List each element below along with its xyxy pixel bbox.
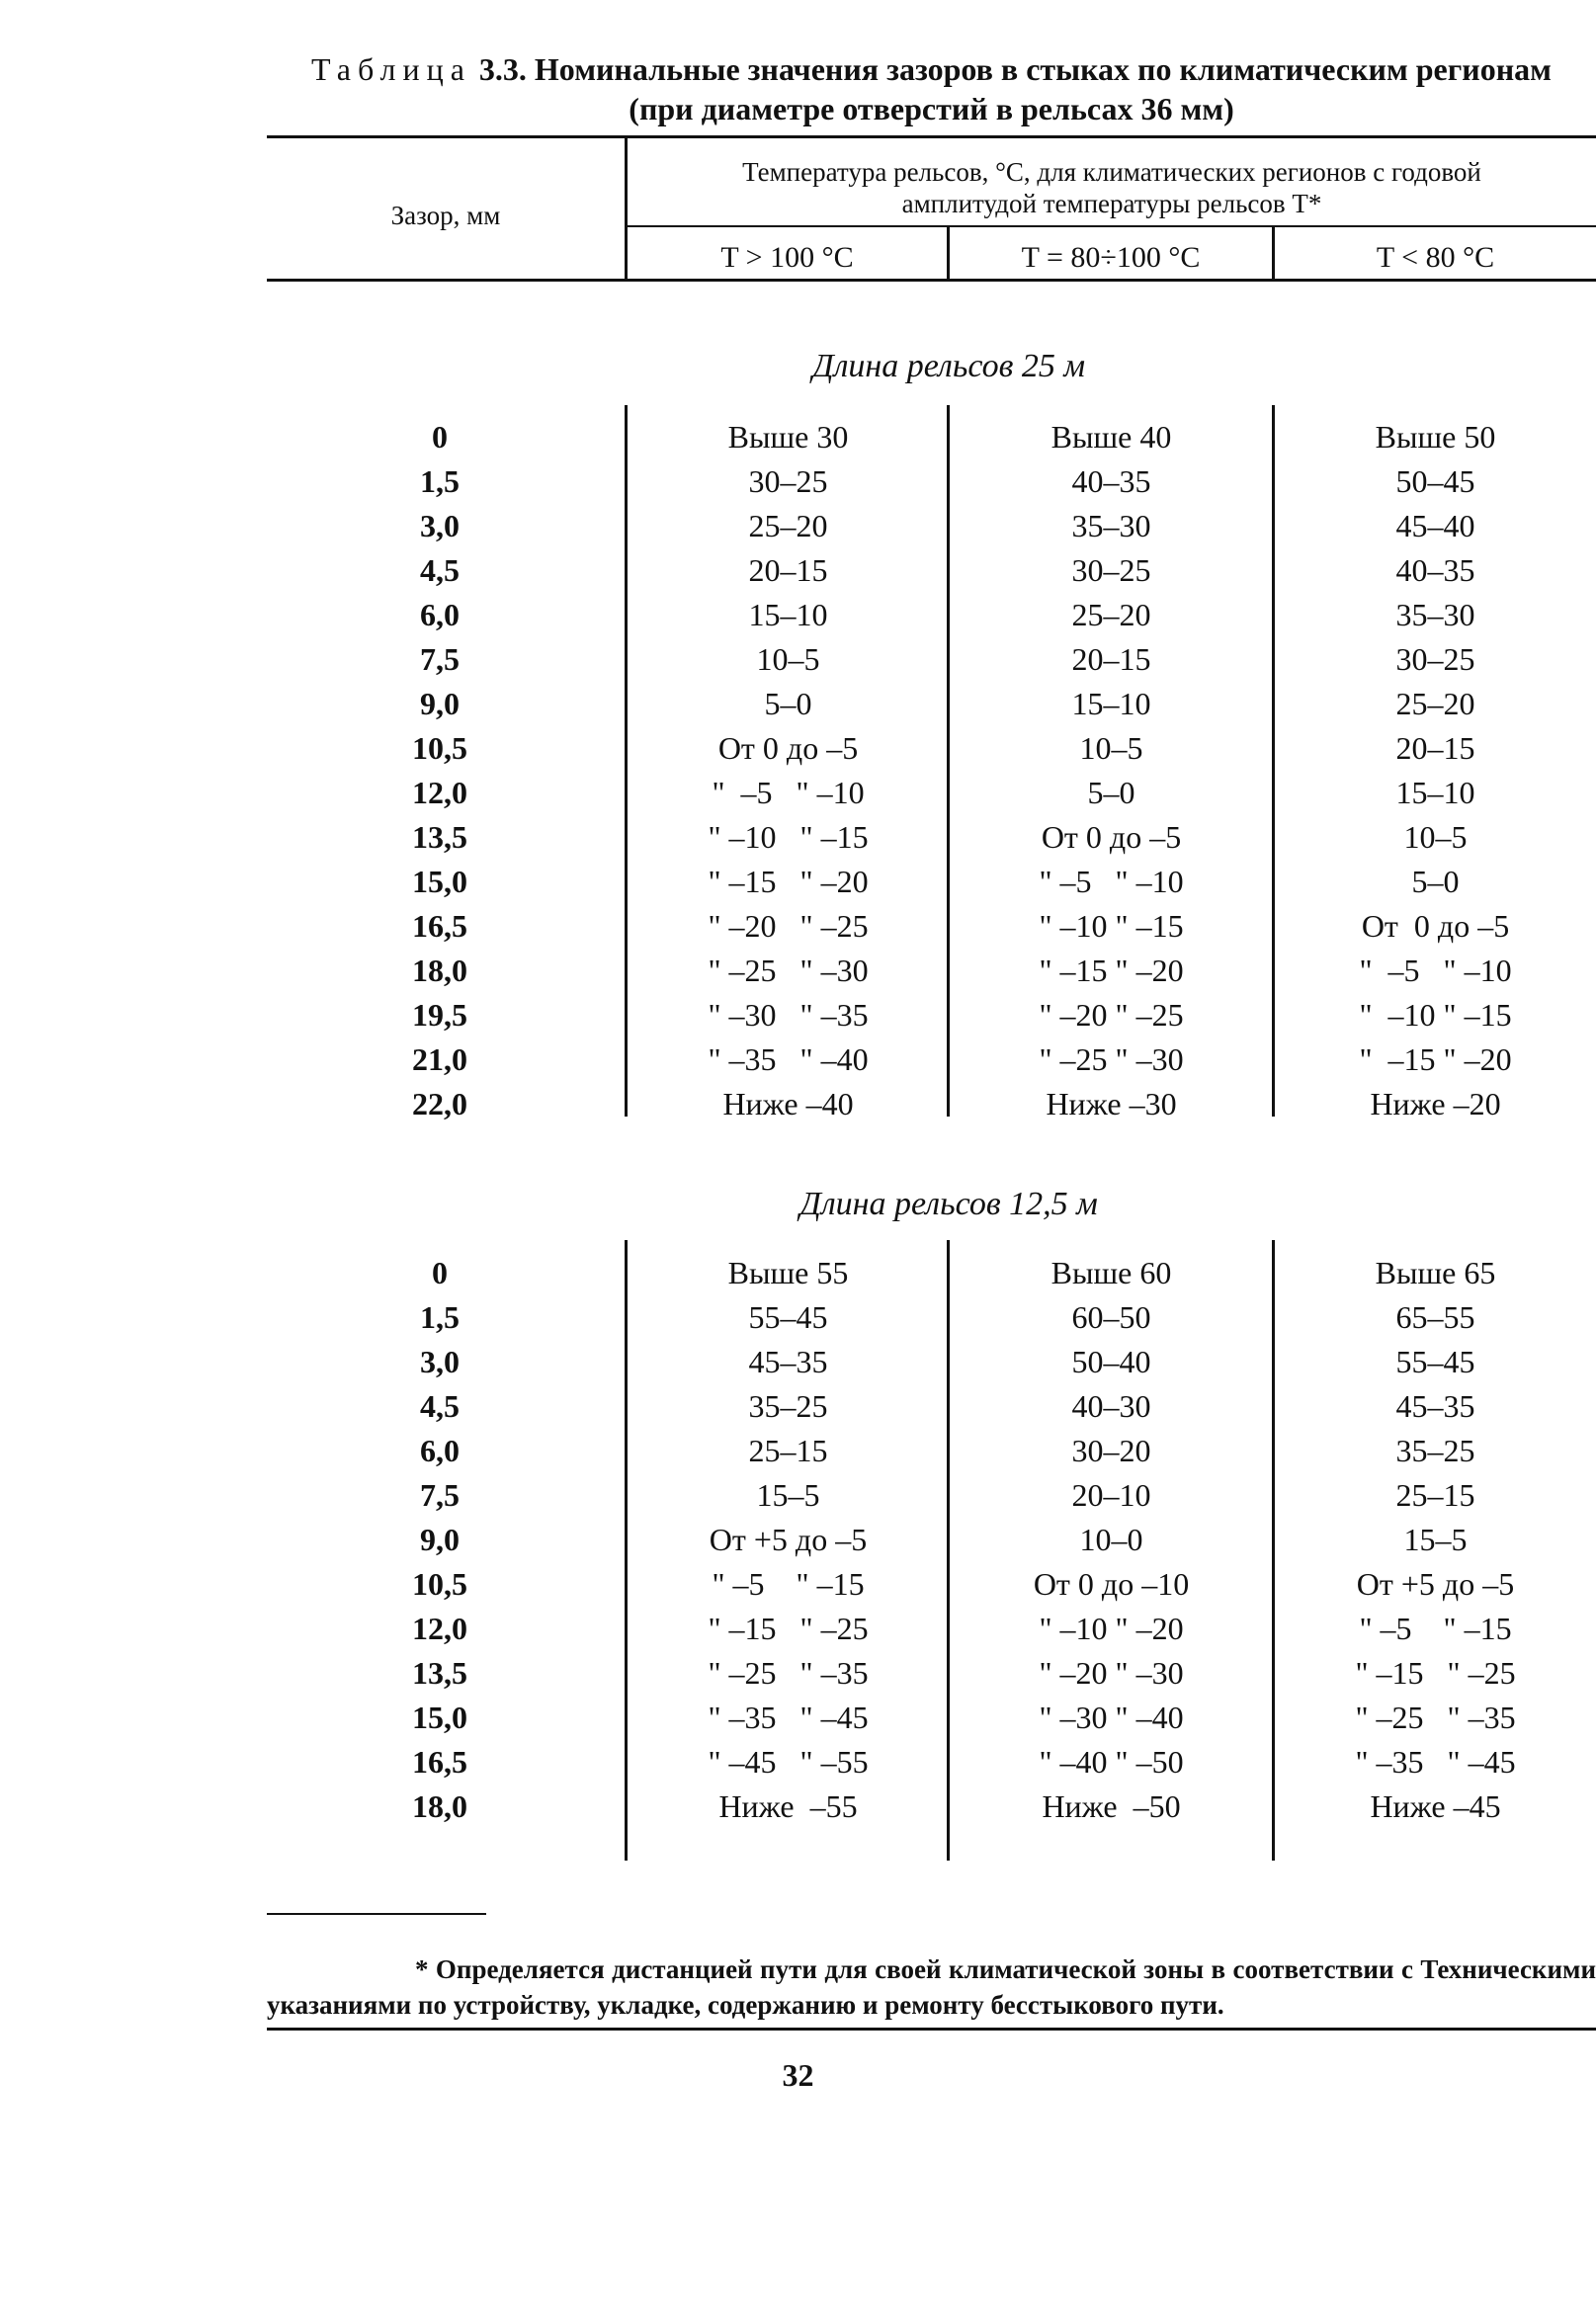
- temp-over-100-cell: 15–10: [748, 597, 828, 632]
- temp-80-100-cell: 30–25: [1071, 552, 1151, 588]
- table-row: [0, 1518, 1596, 1562]
- temp-80-100-cell: Выше 40: [1050, 419, 1172, 455]
- temp-over-100-cell: 35–25: [748, 1388, 828, 1424]
- table-row: [0, 1082, 1596, 1126]
- gap-value-cell: 22,0: [412, 1086, 467, 1121]
- temp-over-100-cell: 55–45: [748, 1299, 828, 1335]
- temp-80-100-cell: " –30 " –40: [1039, 1700, 1184, 1735]
- table-row: [0, 860, 1596, 904]
- table-row: [0, 1607, 1596, 1651]
- temp-under-80-cell: 30–25: [1395, 641, 1475, 677]
- temp-80-100-cell: Ниже –50: [1042, 1788, 1181, 1824]
- temp-under-80-cell: " –10 " –15: [1359, 997, 1512, 1033]
- table-row: [0, 1384, 1596, 1429]
- gap-value-cell: 0: [432, 419, 448, 455]
- gap-value-cell: 13,5: [412, 1655, 467, 1691]
- column-header-t-over-100: T > 100 °C: [720, 241, 854, 274]
- temp-80-100-cell: Ниже –30: [1046, 1086, 1177, 1121]
- temp-over-100-cell: 15–5: [756, 1477, 820, 1513]
- temp-over-100-cell: Выше 30: [727, 419, 849, 455]
- temp-over-100-cell: " –5 " –10: [712, 775, 865, 810]
- table-row: [0, 771, 1596, 815]
- column-header-t-under-80: T < 80 °C: [1376, 241, 1495, 274]
- gap-value-cell: 1,5: [420, 1299, 460, 1335]
- temp-under-80-cell: Выше 50: [1375, 419, 1496, 455]
- table-title: [267, 49, 1596, 128]
- gap-value-cell: 10,5: [412, 1566, 467, 1602]
- temp-over-100-cell: 20–15: [748, 552, 828, 588]
- gap-value-cell: 4,5: [420, 1388, 460, 1424]
- temp-over-100-cell: " –35 " –45: [708, 1700, 869, 1735]
- temp-over-100-cell: 10–5: [756, 641, 820, 677]
- temp-under-80-cell: От +5 до –5: [1356, 1566, 1515, 1602]
- temp-80-100-cell: 35–30: [1071, 508, 1151, 543]
- temp-under-80-cell: Ниже –45: [1370, 1788, 1501, 1824]
- table-row: [0, 1038, 1596, 1082]
- gap-value-cell: 16,5: [412, 1744, 467, 1780]
- footnote: * Определяется дистанцией пути для своей климатической зоны в соответствии с Техническими указаниями по устройству, укладке, содержанию и ремонту бесстыкового пути.: [267, 1954, 1596, 2020]
- temp-80-100-cell: " –5 " –10: [1039, 864, 1184, 899]
- temp-over-100-cell: " –20 " –25: [708, 908, 869, 944]
- gap-value-cell: 6,0: [420, 597, 460, 632]
- gap-value-cell: 21,0: [412, 1041, 467, 1077]
- footnote-rule: [267, 1913, 486, 1915]
- temp-80-100-cell: " –20 " –25: [1039, 997, 1184, 1033]
- table-row: [0, 1740, 1596, 1784]
- temp-over-100-cell: " –45 " –55: [708, 1744, 869, 1780]
- table-row: [0, 459, 1596, 504]
- temp-over-100-cell: 25–15: [748, 1433, 828, 1468]
- gap-value-cell: 7,5: [420, 1477, 460, 1513]
- temp-80-100-cell: 10–0: [1079, 1522, 1143, 1557]
- temp-over-100-cell: От +5 до –5: [709, 1522, 868, 1557]
- temp-80-100-cell: 50–40: [1071, 1344, 1151, 1379]
- temp-over-100-cell: " –5 " –15: [712, 1566, 865, 1602]
- temp-under-80-cell: 45–35: [1395, 1388, 1475, 1424]
- table-row: [0, 815, 1596, 860]
- temp-under-80-cell: " –5 " –10: [1359, 953, 1512, 988]
- temp-80-100-cell: 15–10: [1071, 686, 1151, 721]
- temp-under-80-cell: " –5 " –15: [1359, 1611, 1512, 1646]
- temperature-group-header: [628, 156, 1596, 219]
- gap-value-cell: 3,0: [420, 508, 460, 543]
- gap-value-cell: 12,0: [412, 1611, 467, 1646]
- table-row: [0, 637, 1596, 682]
- gap-value-cell: 7,5: [420, 641, 460, 677]
- header-mid-rule: [625, 225, 1596, 227]
- temp-over-100-cell: " –35 " –40: [708, 1041, 869, 1077]
- header-bottom-rule: [267, 279, 1596, 282]
- temp-80-100-cell: От 0 до –5: [1041, 819, 1182, 855]
- table-row: [0, 1340, 1596, 1384]
- section-title-12-5m: Длина рельсов 12,5 м: [799, 1186, 1098, 1222]
- temp-under-80-cell: Ниже –20: [1370, 1086, 1501, 1121]
- temp-under-80-cell: " –35 " –45: [1355, 1744, 1516, 1780]
- gap-value-cell: 9,0: [420, 686, 460, 721]
- temp-80-100-cell: 40–35: [1071, 463, 1151, 499]
- gap-value-cell: 15,0: [412, 864, 467, 899]
- temp-under-80-cell: " –15 " –25: [1355, 1655, 1516, 1691]
- temp-over-100-cell: От 0 до –5: [717, 730, 859, 766]
- gap-value-cell: 12,0: [412, 775, 467, 810]
- temp-80-100-cell: " –15 " –20: [1039, 953, 1184, 988]
- temp-80-100-cell: 30–20: [1071, 1433, 1151, 1468]
- table-title-text: 3.3. Номинальные значения зазоров в стыках по климатическим регионам: [470, 51, 1552, 87]
- temp-80-100-cell: 40–30: [1071, 1388, 1151, 1424]
- section-title-25m: Длина рельсов 25 м: [811, 348, 1086, 384]
- temp-80-100-cell: " –25 " –30: [1039, 1041, 1184, 1077]
- gap-value-cell: 13,5: [412, 819, 467, 855]
- temp-under-80-cell: 40–35: [1395, 552, 1475, 588]
- table-row: [0, 904, 1596, 949]
- temp-over-100-cell: 45–35: [748, 1344, 828, 1379]
- temp-under-80-cell: 55–45: [1395, 1344, 1475, 1379]
- gap-value-cell: 18,0: [412, 953, 467, 988]
- temp-80-100-cell: 20–10: [1071, 1477, 1151, 1513]
- temp-under-80-cell: Выше 65: [1375, 1255, 1496, 1290]
- temp-under-80-cell: 65–55: [1395, 1299, 1475, 1335]
- temp-under-80-cell: 50–45: [1395, 463, 1475, 499]
- temp-under-80-cell: " –15 " –20: [1359, 1041, 1512, 1077]
- gap-value-cell: 4,5: [420, 552, 460, 588]
- gap-column-header: Зазор, мм: [390, 201, 501, 230]
- temp-over-100-cell: " –30 " –35: [708, 997, 869, 1033]
- temp-80-100-cell: " –10 " –15: [1039, 908, 1184, 944]
- gap-value-cell: 10,5: [412, 730, 467, 766]
- table-row: [0, 1696, 1596, 1740]
- table-row: [0, 1562, 1596, 1607]
- table-row: [0, 682, 1596, 726]
- table-row: [0, 1429, 1596, 1473]
- table-row: [0, 949, 1596, 993]
- gap-value-cell: 18,0: [412, 1788, 467, 1824]
- page-bottom-rule: [267, 2028, 1596, 2031]
- table-title-line2: (при диаметре отверстий в рельсах 36 мм): [629, 91, 1234, 126]
- temp-80-100-cell: " –10 " –20: [1039, 1611, 1184, 1646]
- temp-over-100-cell: 5–0: [764, 686, 812, 721]
- gap-value-cell: 15,0: [412, 1700, 467, 1735]
- temp-under-80-cell: 20–15: [1395, 730, 1475, 766]
- temp-over-100-cell: Ниже –40: [722, 1086, 854, 1121]
- temp-under-80-cell: 25–20: [1395, 686, 1475, 721]
- temp-over-100-cell: " –25 " –30: [708, 953, 869, 988]
- page-number: 32: [782, 2057, 814, 2093]
- temp-80-100-cell: 60–50: [1071, 1299, 1151, 1335]
- gap-value-cell: 3,0: [420, 1344, 460, 1379]
- header-top-rule: [267, 135, 1596, 138]
- temp-over-100-cell: " –15 " –25: [708, 1611, 869, 1646]
- temp-under-80-cell: 15–10: [1395, 775, 1475, 810]
- table-row: [0, 1784, 1596, 1829]
- temp-under-80-cell: 5–0: [1411, 864, 1460, 899]
- temperature-group-header-line1: Температура рельсов, °С, для климатических регионов с годовой: [742, 157, 1481, 187]
- temp-over-100-cell: " –25 " –35: [708, 1655, 869, 1691]
- table-row: [0, 993, 1596, 1038]
- table-row: [0, 504, 1596, 548]
- temp-over-100-cell: Ниже –55: [718, 1788, 858, 1824]
- temp-80-100-cell: " –40 " –50: [1039, 1744, 1184, 1780]
- temp-under-80-cell: 35–25: [1395, 1433, 1475, 1468]
- gap-value-cell: 0: [432, 1255, 448, 1290]
- table-row: [0, 1651, 1596, 1696]
- temp-under-80-cell: 45–40: [1395, 508, 1475, 543]
- gap-value-cell: 9,0: [420, 1522, 460, 1557]
- temp-80-100-cell: 10–5: [1079, 730, 1143, 766]
- table-row: [0, 548, 1596, 593]
- table-row: [0, 1473, 1596, 1518]
- gap-value-cell: 16,5: [412, 908, 467, 944]
- temp-80-100-cell: От 0 до –10: [1033, 1566, 1190, 1602]
- gap-value-cell: 6,0: [420, 1433, 460, 1468]
- temp-over-100-cell: Выше 55: [727, 1255, 849, 1290]
- column-header-t-80-100: T = 80÷100 °C: [1021, 241, 1201, 274]
- temp-under-80-cell: " –25 " –35: [1355, 1700, 1516, 1735]
- temp-over-100-cell: 25–20: [748, 508, 828, 543]
- temp-under-80-cell: От 0 до –5: [1361, 908, 1510, 944]
- temp-80-100-cell: 20–15: [1071, 641, 1151, 677]
- temp-80-100-cell: Выше 60: [1050, 1255, 1172, 1290]
- table-row: [0, 726, 1596, 771]
- table-row: [0, 593, 1596, 637]
- table-row: [0, 1251, 1596, 1295]
- temperature-group-header-line2: амплитудой температуры рельсов T*: [901, 189, 1322, 218]
- temp-80-100-cell: 25–20: [1071, 597, 1151, 632]
- temp-under-80-cell: 15–5: [1403, 1522, 1468, 1557]
- temp-under-80-cell: 10–5: [1403, 819, 1468, 855]
- table-row: [0, 415, 1596, 459]
- temp-80-100-cell: " –20 " –30: [1039, 1655, 1184, 1691]
- gap-value-cell: 19,5: [412, 997, 467, 1033]
- temp-over-100-cell: " –15 " –20: [708, 864, 869, 899]
- temp-over-100-cell: 30–25: [748, 463, 828, 499]
- temp-under-80-cell: 25–15: [1395, 1477, 1475, 1513]
- table-title-prefix: Таблица: [311, 51, 471, 87]
- table-row: [0, 1295, 1596, 1340]
- temp-80-100-cell: 5–0: [1087, 775, 1135, 810]
- temp-over-100-cell: " –10 " –15: [708, 819, 869, 855]
- temp-under-80-cell: 35–30: [1395, 597, 1475, 632]
- gap-value-cell: 1,5: [420, 463, 460, 499]
